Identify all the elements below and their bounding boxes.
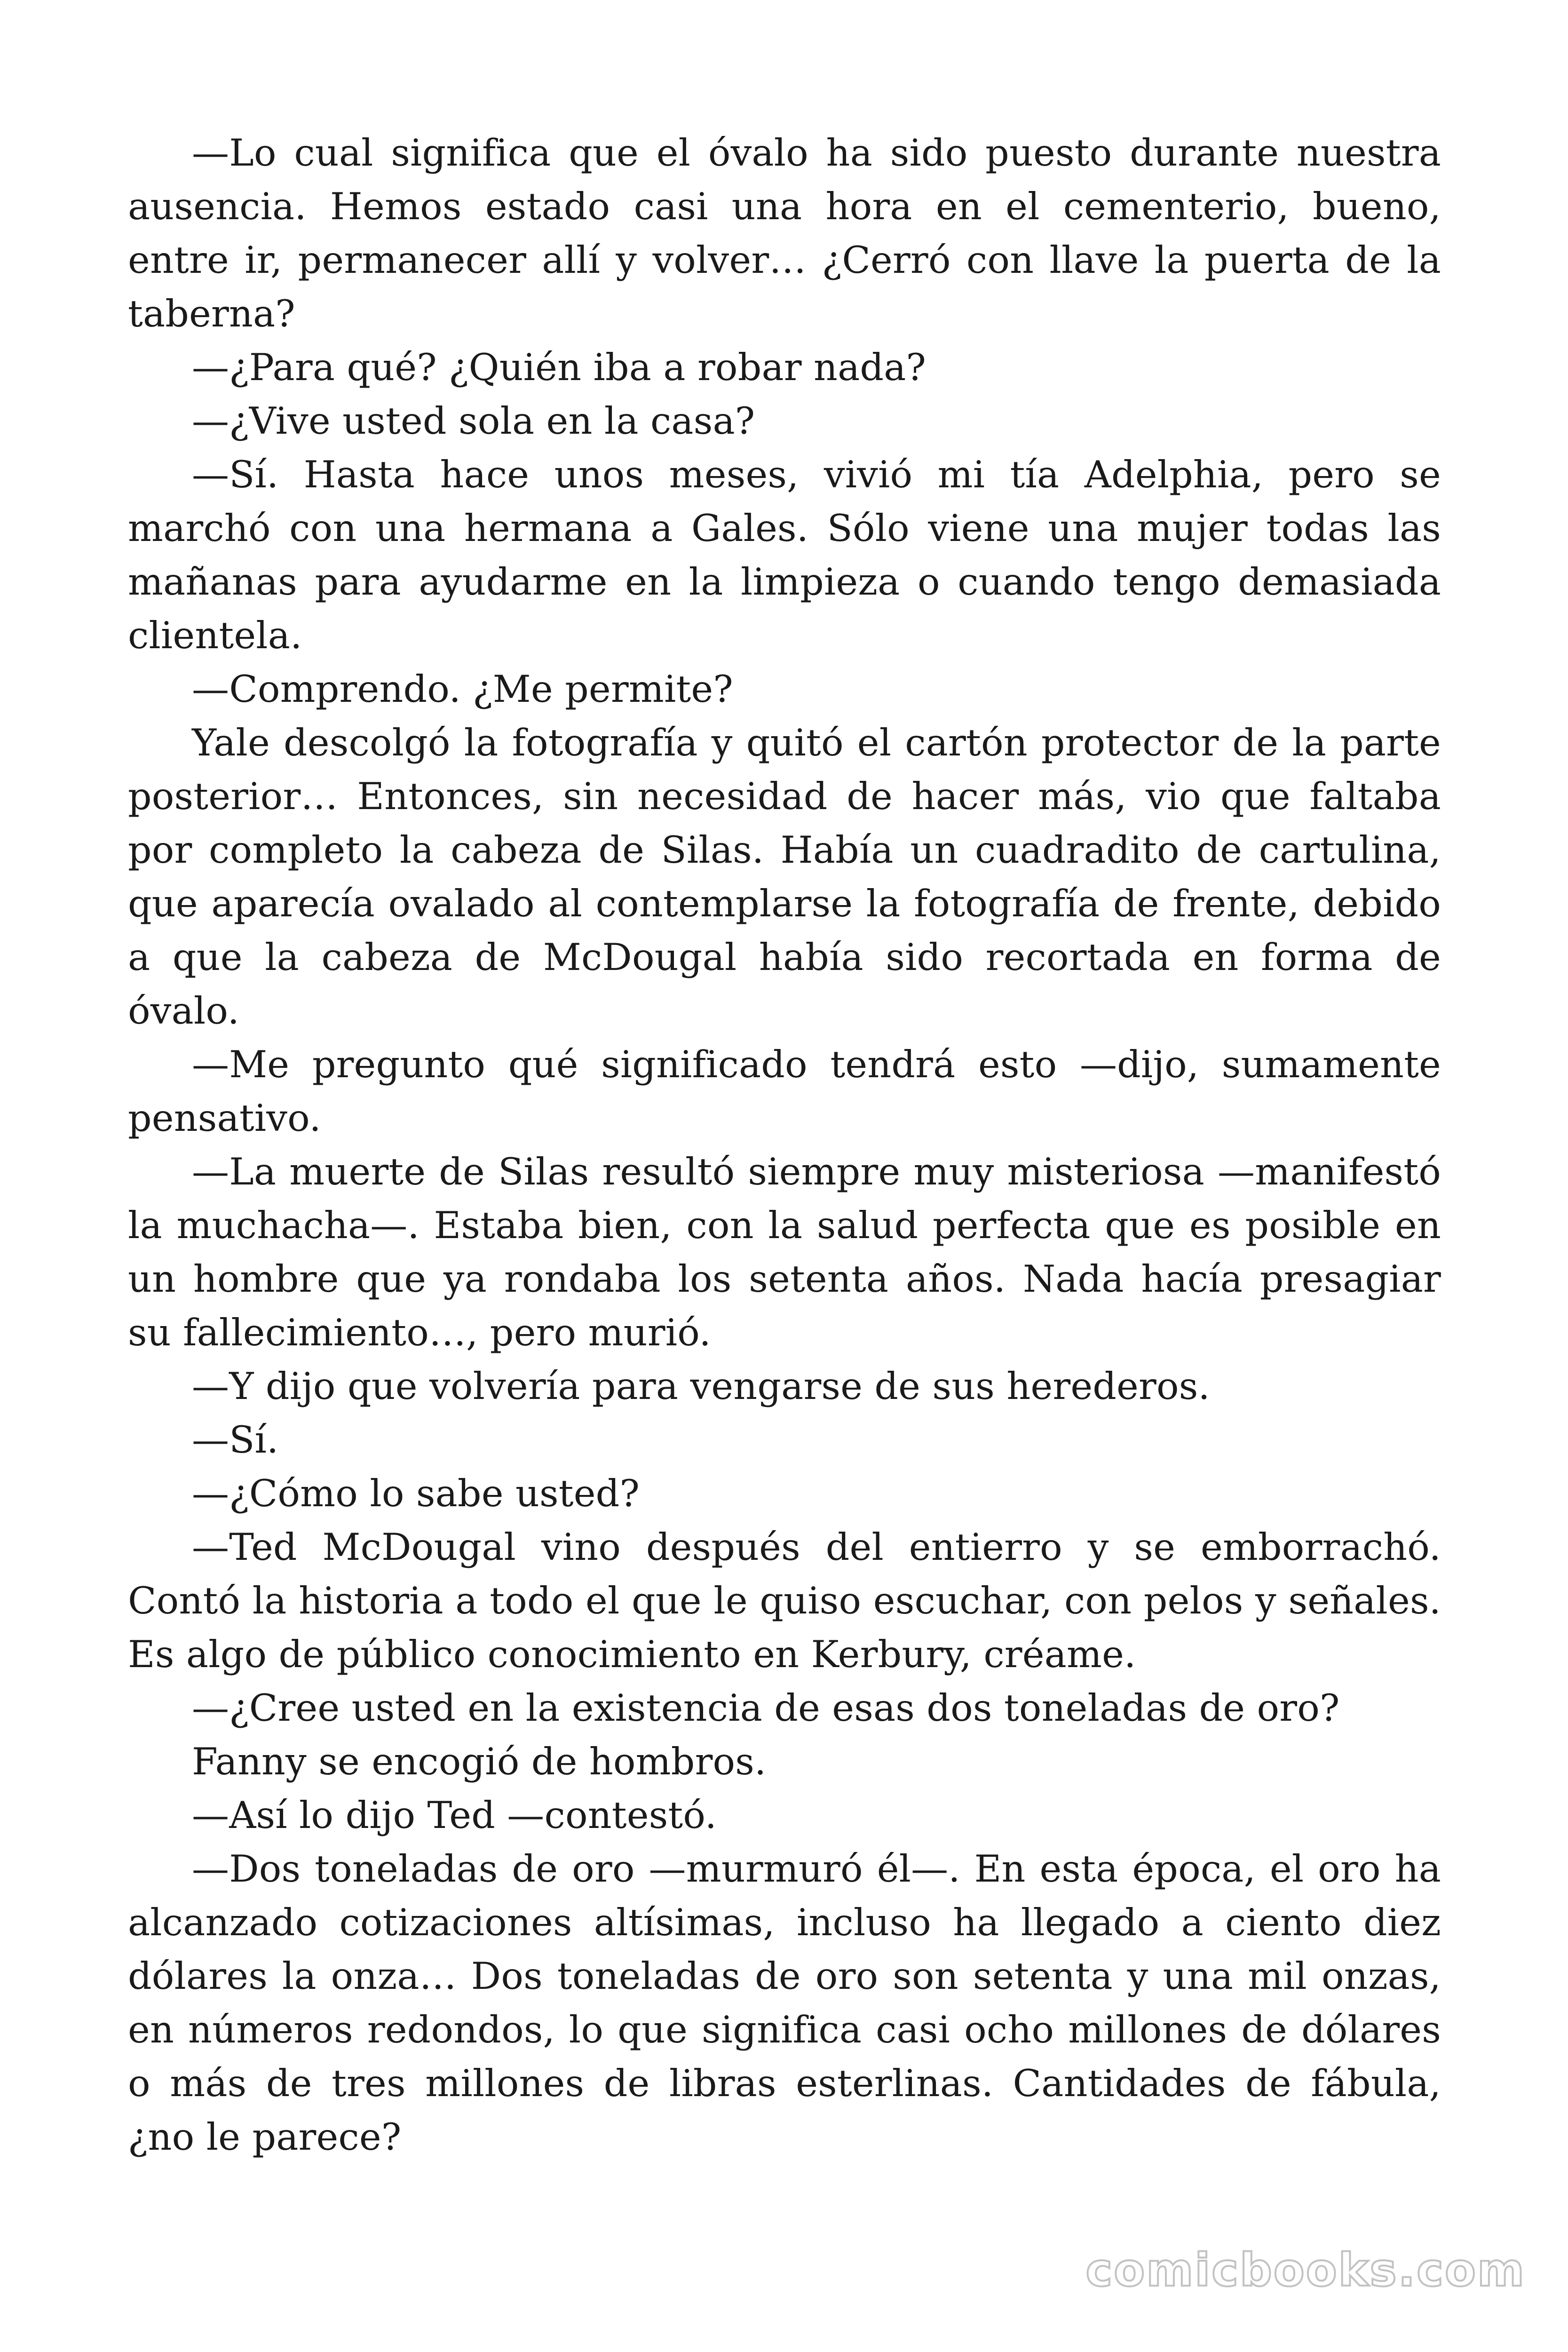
paragraph: Fanny se encogió de hombros. bbox=[192, 1740, 767, 1783]
paragraph: —Sí. Hasta hace unos meses, vivió mi tía Adelphia, pero se marchó con una hermana a Gales. Sólo viene una mujer todas las mañanas para ayudarme en la limpieza o cuando tengo demasiada clientela. bbox=[128, 453, 1441, 657]
paragraph: —Ted McDougal vino después del entierro y se emborrachó. Contó la historia a todo el que le quiso escuchar, con pelos y señales. Es algo de público conocimiento en Kerbury, créame. bbox=[128, 1526, 1441, 1676]
paragraph: —¿Cómo lo sabe usted? bbox=[192, 1472, 640, 1515]
paragraph: —Me pregunto qué significado tendrá esto —dijo, sumamente pensativo. bbox=[128, 1043, 1441, 1140]
paragraph: —¿Para qué? ¿Quién iba a robar nada? bbox=[192, 346, 927, 389]
paragraph: —Sí. bbox=[192, 1418, 279, 1462]
page-body bbox=[128, 126, 1441, 2164]
paragraph: —¿Cree usted en la existencia de esas dos toneladas de oro? bbox=[192, 1686, 1340, 1730]
paragraph: —¿Vive usted sola en la casa? bbox=[192, 399, 755, 443]
paragraph: —Así lo dijo Ted —contestó. bbox=[192, 1794, 717, 1837]
paragraph: —Dos toneladas de oro —murmuró él—. En esta época, el oro ha alcanzado cotizaciones altísimas, incluso ha llegado a ciento diez dólares la onza… Dos toneladas de oro son setenta y una mil onzas, en números redondos, lo que significa casi ocho millones de dólares o más de tres millones de libras esterlinas. Cantidades de fábula, ¿no le parece? bbox=[128, 1847, 1441, 2159]
paragraph: —La muerte de Silas resultó siempre muy misteriosa —manifestó la muchacha—. Estaba bien, con la salud perfecta que es posible en un hombre que ya rondaba los setenta años. Nada hacía presagiar su fallecimiento…, pero murió. bbox=[128, 1150, 1441, 1354]
paragraph: —Comprendo. ¿Me permite? bbox=[192, 667, 733, 711]
paragraph: —Lo cual significa que el óvalo ha sido puesto durante nuestra ausencia. Hemos estado casi una hora en el cementerio, bueno, entre ir, permanecer allí y volver… ¿Cerró con llave la puerta de la taberna? bbox=[128, 131, 1441, 335]
paragraph: —Y dijo que volvería para vengarse de sus herederos. bbox=[192, 1365, 1210, 1408]
paragraph: Yale descolgó la fotografía y quitó el cartón protector de la parte posterior… Entonces, sin necesidad de hacer más, vio que faltaba por completo la cabeza de Silas. Había un cuadradito de cartulina, que aparecía ovalado al contemplarse la fotografía de frente, debido a que la cabeza de McDougal había sido recortada en forma de óvalo. bbox=[128, 721, 1441, 1033]
watermark: comicbooks.com bbox=[1085, 2244, 1526, 2296]
